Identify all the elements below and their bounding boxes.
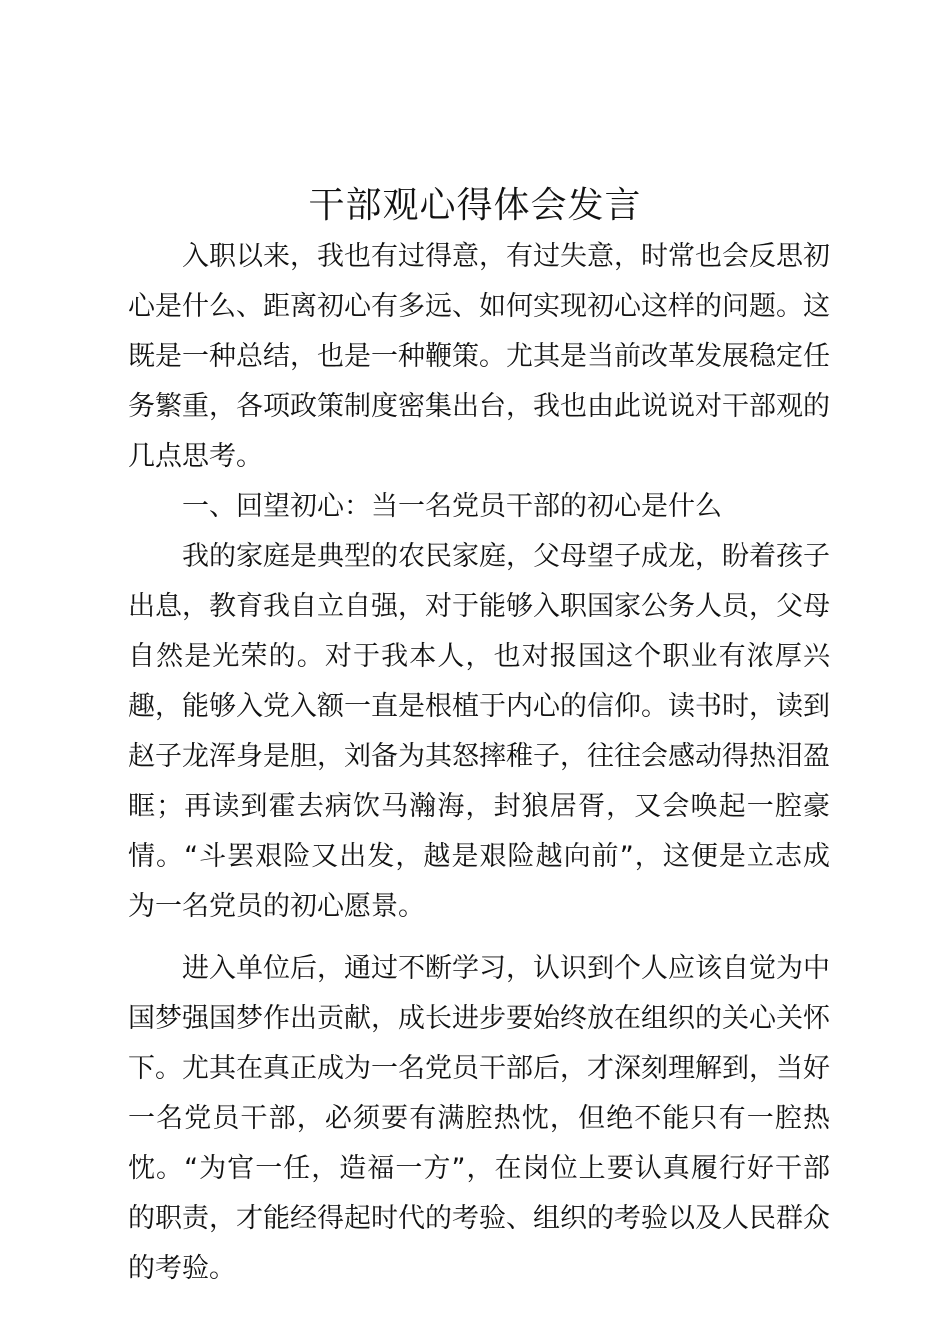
document-title: 干部观心得体会发言 <box>308 185 642 226</box>
document-body <box>128 232 830 1294</box>
body-paragraph-work: 进入单位后，通过不断学习，认识到个人应该自觉为中国梦强国梦作出贡献，成长进步要始终放在组织的关心关怀下。尤其在真正成为一名党员干部后，才深刻理解到，当好一名党员干部，必须要有满腔热忱，但绝不能只有一腔热忱。“为官一任，造福一方”，在岗位上要认真履行好干部的职责，才能经得起时代的考验、组织的考验以及人民群众的考验。 <box>128 953 830 1284</box>
body-paragraph-family: 我的家庭是典型的农民家庭，父母望子成龙，盼着孩子出息，教育我自立自强，对于能够入职国家公务人员，父母自然是光荣的。对于我本人，也对报国这个职业有浓厚兴趣，能够入党入额一直是根植于内心的信仰。读书时，读到赵子龙浑身是胆，刘备为其怒摔稚子，往往会感动得热泪盈眶；再读到霍去病饮马瀚海，封狼居胥，又会唤起一腔豪情。“斗罢艰险又出发，越是艰险越向前”，这便是立志成为一名党员的初心愿景。 <box>128 541 830 922</box>
intro-paragraph: 入职以来，我也有过得意，有过失意，时常也会反思初心是什么、距离初心有多远、如何实现初心这样的问题。这既是一种总结，也是一种鞭策。尤其是当前改革发展稳定任务繁重，各项政策制度密集出台，我也由此说说对干部观的几点思考。 <box>128 241 830 472</box>
section-heading-1: 一、回望初心：当一名党员干部的初心是什么 <box>182 491 722 522</box>
